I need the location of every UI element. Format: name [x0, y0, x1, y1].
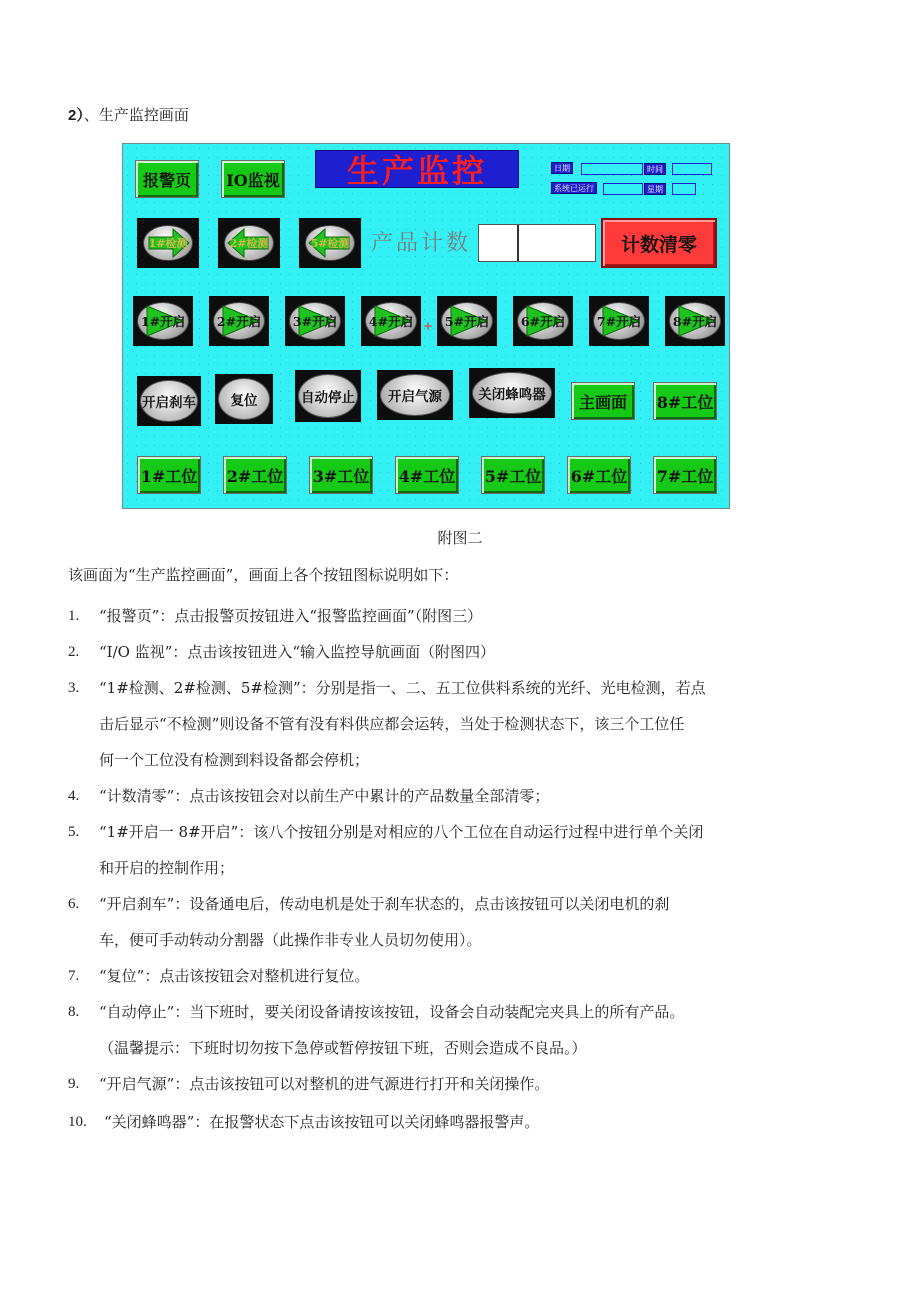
reset-label: 复位: [230, 393, 258, 409]
item-number: 5.: [68, 824, 80, 840]
hmi-panel-screenshot: [122, 143, 730, 509]
main-screen-button[interactable]: 主画面: [571, 382, 635, 420]
close-buzzer-button[interactable]: [469, 368, 555, 418]
start-3-label: 3#开启: [292, 314, 338, 329]
item-number: 8.: [68, 1004, 80, 1020]
item-line: （温馨提示：下班时切勿按下急停或暂停按钮下班，否则会造成不良品。）: [99, 1039, 587, 1057]
start-8-button[interactable]: [665, 296, 725, 346]
start-5-label: 5#开启: [444, 314, 490, 329]
list-item: [68, 1104, 828, 1140]
item-line: “复位”：点击该按钮会对整机进行复位。: [99, 967, 370, 985]
io-monitor-button[interactable]: IO监视: [221, 160, 285, 198]
time-label: 时间: [644, 163, 666, 175]
item-line: “关闭蜂鸣器”：在报警状态下点击该按钮可以关闭蜂鸣器报警声。: [104, 1113, 540, 1131]
start-1-button[interactable]: [133, 296, 193, 346]
count-divider: [517, 225, 519, 261]
item-number: 10.: [68, 1114, 87, 1130]
item-line: “1#开启一 8#开启”：该八个按钮分别是对相应的八个工位在自动运行过程中进行单个关闭: [99, 823, 704, 841]
air-source-button[interactable]: [377, 370, 453, 420]
weekday-label: 星期: [644, 183, 666, 195]
item-number: 2.: [68, 644, 80, 660]
item-number: 1.: [68, 608, 80, 624]
start-7-label: 7#开启: [596, 314, 642, 329]
product-count-display: [478, 224, 596, 262]
item-number: 9.: [68, 1076, 80, 1092]
station-6-button[interactable]: 6#工位: [567, 456, 631, 494]
list-item: [68, 958, 828, 994]
station-7-button[interactable]: 7#工位: [653, 456, 717, 494]
item-line: 何一个工位没有检测到料设备都会停机；: [99, 751, 370, 769]
start-8-label: 8#开启: [672, 314, 718, 329]
brake-button[interactable]: [137, 376, 201, 426]
detect-1-label: 1#检测: [148, 237, 188, 250]
item-line: “I/O 监视”：点击该按钮进入“输入监控导航画面（附图四）: [99, 643, 496, 661]
item-number: 4.: [68, 788, 80, 804]
item-line: “自动停止”：当下班时，要关闭设备请按该按钮，设备会自动装配完夹具上的所有产品。: [99, 1003, 685, 1021]
station-1-button[interactable]: 1#工位: [137, 456, 201, 494]
auto-stop-label: 自动停止: [301, 390, 355, 406]
item-number: 7.: [68, 968, 80, 984]
weekday-field: [672, 183, 696, 195]
list-item: [68, 778, 828, 814]
start-1-label: 1#开启: [140, 314, 186, 329]
item-line: “报警页”：点击报警页按钮进入“报警监控画面”（附图三）: [99, 607, 483, 625]
start-5-button[interactable]: [437, 296, 497, 346]
start-2-button[interactable]: [209, 296, 269, 346]
list-item: [68, 886, 828, 958]
station-3-button[interactable]: 3#工位: [309, 456, 373, 494]
close-buzzer-label: 关闭蜂鸣器: [478, 387, 546, 403]
reset-button[interactable]: [215, 374, 273, 424]
item-line: 击后显示“不检测”则设备不管有没有料供应都会运转，当处于检测状态下，该三个工位任: [99, 715, 685, 733]
item-number: 6.: [68, 896, 80, 912]
list-item: [68, 598, 828, 634]
item-line: 车，便可手动转动分割器（此操作非专业人员切勿使用）。: [99, 931, 482, 949]
section-title: 、生产监控画面: [83, 106, 189, 124]
list-item: [68, 634, 828, 670]
item-line: “计数清零”：点击该按钮会对以前生产中累计的产品数量全部清零；: [99, 787, 550, 805]
item-line: 和开启的控制作用；: [99, 859, 235, 877]
start-2-label: 2#开启: [216, 314, 262, 329]
station-4-button[interactable]: 4#工位: [395, 456, 459, 494]
start-6-button[interactable]: [513, 296, 573, 346]
product-count-label: 产品计数: [371, 231, 472, 256]
list-item: [68, 814, 828, 886]
item-line: “开启气源”：点击该按钮可以对整机的进气源进行打开和关闭操作。: [99, 1075, 550, 1093]
section-heading: [68, 104, 189, 125]
time-field: [672, 163, 712, 175]
item-number: 3.: [68, 680, 80, 696]
detect-2-label: 2#检测: [229, 237, 269, 250]
date-field: [581, 163, 643, 175]
start-3-button[interactable]: [285, 296, 345, 346]
start-4-button[interactable]: [361, 296, 421, 346]
plus-mark: +: [423, 319, 434, 333]
alarm-page-button[interactable]: 报警页: [135, 160, 199, 198]
start-4-label: 4#开启: [368, 314, 414, 329]
list-item: [68, 1066, 828, 1102]
auto-stop-button[interactable]: [295, 370, 361, 422]
station-8-button[interactable]: 8#工位: [653, 382, 717, 420]
panel-title: 生产监控: [315, 150, 519, 188]
station-5-button[interactable]: 5#工位: [481, 456, 545, 494]
button-description-list: [68, 598, 828, 1140]
brake-label: 开启刹车: [142, 395, 196, 411]
air-source-label: 开启气源: [388, 389, 442, 405]
start-7-button[interactable]: [589, 296, 649, 346]
item-line: “开启刹车”：设备通电后，传动电机是处于刹车状态的，点击该按钮可以关闭电机的刹: [99, 895, 670, 913]
detect-5-label: 5#检测: [310, 237, 350, 250]
item-line: “1#检测、2#检测、5#检测”：分别是指一、二、五工位供料系统的光纤、光电检测，若点: [99, 679, 706, 697]
figure-caption: 附图二: [437, 529, 483, 547]
station-2-button[interactable]: 2#工位: [223, 456, 287, 494]
start-6-label: 6#开启: [520, 314, 566, 329]
count-clear-button[interactable]: 计数清零: [601, 218, 717, 268]
intro-paragraph: 该画面为“生产监控画面”，画面上各个按钮图标说明如下：: [68, 566, 459, 584]
runtime-label: 系统已运行: [551, 182, 597, 194]
list-item: [68, 994, 828, 1066]
list-item: [68, 670, 828, 778]
date-label: 日期: [551, 162, 573, 174]
detect-1-button[interactable]: [137, 218, 199, 268]
detect-2-button[interactable]: [218, 218, 280, 268]
section-number: 2）: [68, 107, 84, 124]
runtime-field: [603, 183, 643, 195]
detect-5-button[interactable]: [299, 218, 361, 268]
